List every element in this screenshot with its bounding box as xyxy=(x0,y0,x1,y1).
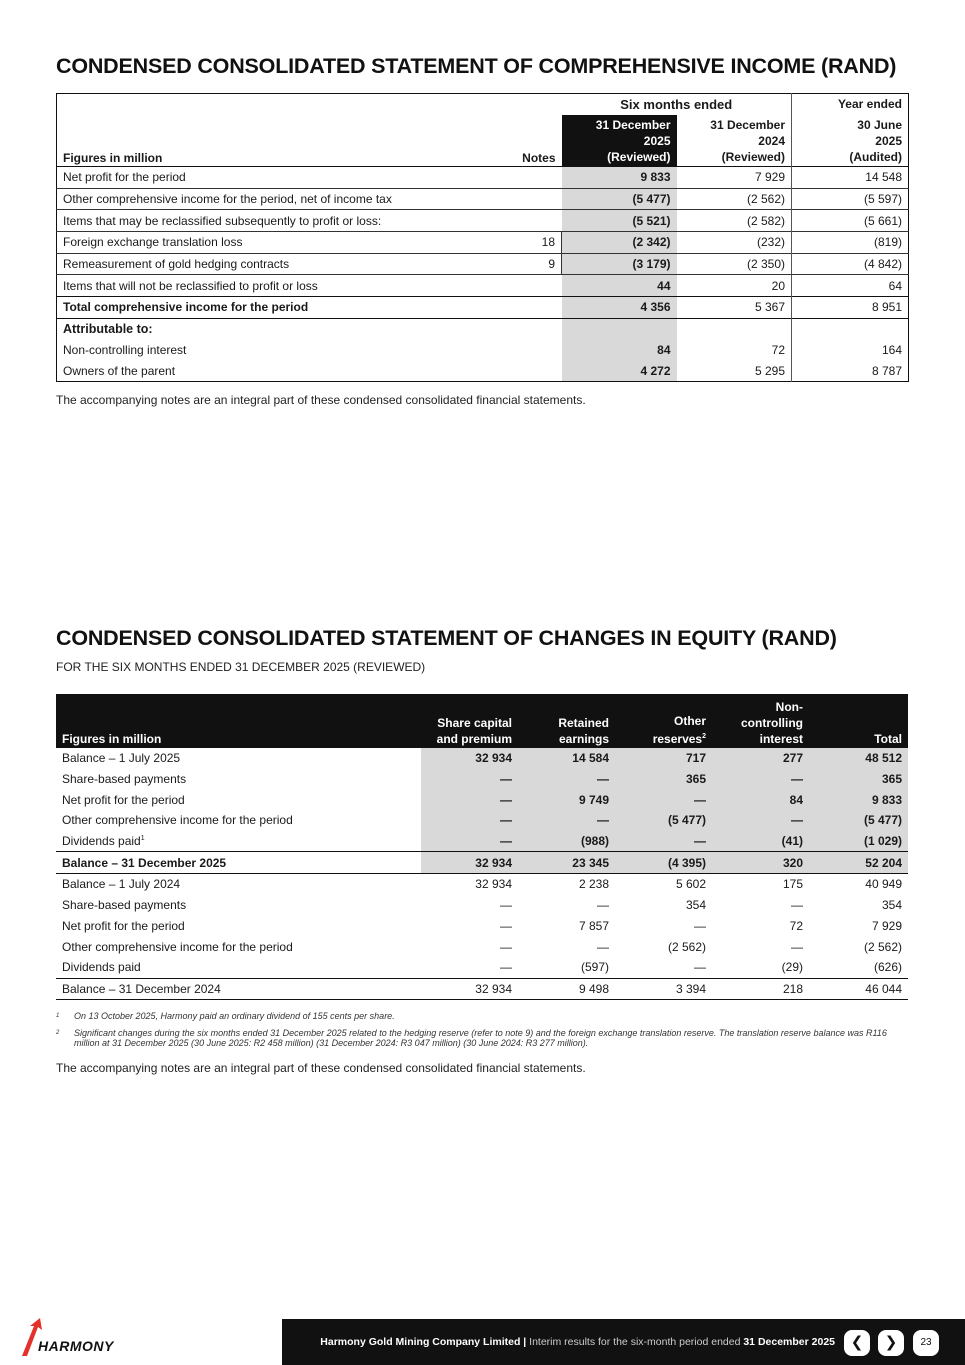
table-row: Non-controlling interest 84 72 164 xyxy=(57,340,909,361)
table-row-total: Balance – 31 December 2025 32 934 23 345 (4 395) 320 52 204 xyxy=(56,852,908,874)
table-row: Items that may be reclassified subsequently to profit or loss: (5 521) (2 582) (5 661) xyxy=(57,210,909,232)
figures-label: Figures in million xyxy=(56,694,421,748)
previous-page-button[interactable]: ❮ xyxy=(844,1330,870,1356)
share-capital-header: Share capital and premium xyxy=(421,694,518,748)
figures-label: Figures in million xyxy=(63,151,163,165)
col-dec-2025-header: 31 December 2025 (Reviewed) xyxy=(562,115,677,167)
equity-accompanying-note: The accompanying notes are an integral part of these condensed consolidated financial statements. xyxy=(56,1061,586,1075)
equity-statement-table xyxy=(56,694,908,1000)
col-jun-2025-header: 30 June 2025 (Audited) xyxy=(792,115,909,167)
equity-statement-title: CONDENSED CONSOLIDATED STATEMENT OF CHANGES IN EQUITY (RAND) xyxy=(56,626,837,650)
table-row: Net profit for the period — 7 857 — 72 7 929 xyxy=(62,918,902,933)
footnote-2: $^2$ Significant changes during the six months ended 31 December 2025 related to the hedging reserve (refer to note 9) and the foreign exchange translation reserve. The translation reserve balance was R116 million at 31 December 2025 (30 June 2025: R2 458 million) (31 December 2024: R3 047 million) (30 June 2024: R3 277 million). xyxy=(56,1028,887,1048)
table-row: Balance – 31 December 2024 32 934 9 498 3 394 218 46 044 xyxy=(56,978,908,1000)
income-statement-title: CONDENSED CONSOLIDATED STATEMENT OF COMPREHENSIVE INCOME (RAND) xyxy=(56,54,897,78)
col-dec-2024-header: 31 December 2024 (Reviewed) xyxy=(710,118,785,164)
next-page-button[interactable]: ❯ xyxy=(878,1330,904,1356)
income-accompanying-note: The accompanying notes are an integral part of these condensed consolidated financial statements. xyxy=(56,393,586,407)
nci-header: Non- controlling interest xyxy=(712,694,809,748)
table-row: Remeasurement of gold hedging contracts 9 (3 179) (2 350) (4 842) xyxy=(57,253,909,275)
year-ended-header: Year ended xyxy=(792,94,909,115)
footer-bar xyxy=(282,1319,965,1365)
total-header: Total xyxy=(809,694,908,748)
table-row: Share-based payments — — 365 — 365 xyxy=(56,769,908,790)
other-reserves-header: Other reserves$^2$ xyxy=(615,694,712,748)
page-number: 23 xyxy=(913,1330,939,1356)
six-months-header: Six months ended xyxy=(620,96,733,112)
equity-statement-subtitle: FOR THE SIX MONTHS ENDED 31 DECEMBER 2025 (REVIEWED) xyxy=(56,660,426,674)
footer-text: Harmony Gold Mining Company Limited | Interim results for the six-month period ended 31 December 2025 xyxy=(320,1336,835,1348)
table-row-total: Total comprehensive income for the period 4 356 5 367 8 951 xyxy=(57,297,909,319)
table-row: Dividends paid — (597) — (29) (626) xyxy=(62,960,902,975)
table-row: Foreign exchange translation loss 18 (2 342) (232) (819) xyxy=(57,232,909,254)
harmony-logo-text: HARMONY xyxy=(38,1338,114,1354)
table-row: Balance – 1 July 2025 32 934 14 584 717 277 48 512 xyxy=(56,748,908,769)
table-row: Other comprehensive income for the period — — (5 477) — (5 477) xyxy=(56,810,908,831)
notes-header: Notes xyxy=(522,151,556,165)
table-row: Dividends paid$^1$ — (988) — (41) (1 029) xyxy=(56,831,908,852)
table-row: Share-based payments — — 354 — 354 xyxy=(62,898,902,913)
table-row: Net profit for the period — 9 749 — 84 9 833 xyxy=(56,789,908,810)
table-row: Other comprehensive income for the period, net of income tax (5 477) (2 562) (5 597) xyxy=(57,188,909,210)
table-row: Owners of the parent 4 272 5 295 8 787 xyxy=(57,360,909,381)
retained-earnings-header: Retained earnings xyxy=(518,694,615,748)
table-row: Balance – 1 July 2024 32 934 2 238 5 602 175 40 949 xyxy=(62,877,902,892)
table-row: Net profit for the period 9 833 7 929 14 548 xyxy=(57,167,909,189)
income-statement-table xyxy=(56,93,909,382)
footnote-1: $^1$ On 13 October 2025, Harmony paid an ordinary dividend of 155 cents per share. xyxy=(56,1011,395,1021)
table-row: Other comprehensive income for the period — — (2 562) — (2 562) xyxy=(62,939,902,954)
table-row: Items that will not be reclassified to profit or loss 44 20 64 xyxy=(57,275,909,297)
table-row: Attributable to: xyxy=(57,318,909,339)
